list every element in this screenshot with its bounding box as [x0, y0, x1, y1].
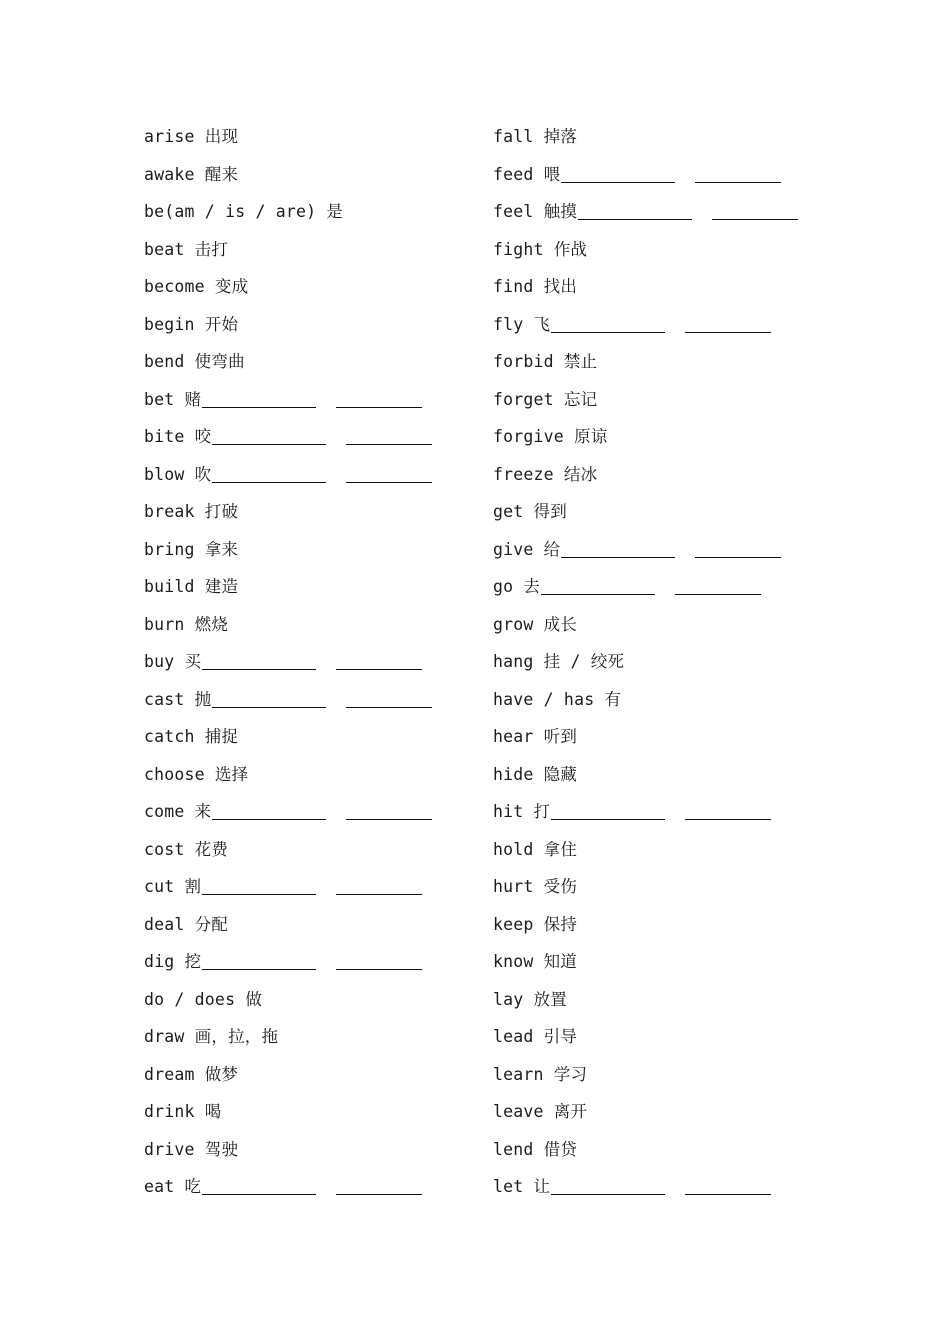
vocab-word: bend 使弯曲	[144, 352, 245, 371]
past-tense-blank[interactable]	[551, 1194, 665, 1195]
past-tense-blank[interactable]	[202, 894, 316, 895]
past-participle-blank[interactable]	[695, 557, 781, 558]
past-tense-blank[interactable]	[212, 482, 326, 483]
vocab-word: know 知道	[493, 952, 578, 971]
past-participle-blank[interactable]	[685, 332, 771, 333]
past-participle-blank[interactable]	[336, 669, 422, 670]
past-participle-blank[interactable]	[346, 482, 432, 483]
vocab-row	[144, 981, 464, 1019]
vocab-row	[144, 306, 464, 344]
vocab-row	[493, 493, 823, 531]
vocab-word: learn 学习	[493, 1064, 588, 1084]
vocab-word: draw 画，拉，拖	[144, 1027, 279, 1046]
vocab-row	[493, 718, 823, 756]
past-tense-blank[interactable]	[561, 182, 675, 183]
vocab-word: go 去	[493, 577, 541, 596]
past-tense-blank[interactable]	[212, 707, 326, 708]
past-participle-blank[interactable]	[685, 1194, 771, 1195]
past-participle-blank[interactable]	[336, 1194, 422, 1195]
vocab-word: cost 花费	[144, 839, 229, 859]
vocab-row	[144, 1131, 464, 1169]
vocab-word: eat 吃	[144, 1177, 202, 1196]
vocab-word: hide 隐藏	[493, 764, 578, 784]
vocab-row	[493, 118, 823, 156]
past-participle-blank[interactable]	[336, 969, 422, 970]
vocab-row	[144, 718, 464, 756]
vocab-row	[493, 681, 823, 719]
past-tense-blank[interactable]	[541, 594, 655, 595]
right-word-column	[493, 118, 823, 1206]
vocab-word: feel 触摸	[493, 202, 578, 221]
vocab-row	[493, 793, 823, 831]
vocab-row	[144, 1056, 464, 1094]
vocab-row	[493, 1131, 823, 1169]
vocab-word: hurt 受伤	[493, 877, 578, 896]
vocab-word: choose 选择	[144, 764, 249, 784]
vocab-word: cut 割	[144, 877, 202, 896]
vocab-word: bet 赌	[144, 389, 202, 409]
vocab-word: feed 喂	[493, 164, 561, 184]
vocab-row	[144, 793, 464, 831]
vocab-word: have / has 有	[493, 689, 622, 709]
past-participle-blank[interactable]	[346, 444, 432, 445]
vocab-row	[493, 531, 823, 569]
past-tense-blank[interactable]	[202, 969, 316, 970]
vocab-word: begin 开始	[144, 314, 239, 334]
vocab-word: freeze 结冰	[493, 464, 598, 484]
vocab-word: burn 燃烧	[144, 614, 229, 634]
vocab-row	[493, 981, 823, 1019]
vocab-row	[493, 906, 823, 944]
vocab-row	[144, 906, 464, 944]
vocab-row	[493, 231, 823, 269]
vocab-word: forgive 原谅	[493, 427, 608, 446]
past-tense-blank[interactable]	[561, 557, 675, 558]
past-tense-blank[interactable]	[202, 669, 316, 670]
vocab-word: awake 醒来	[144, 164, 239, 184]
vocab-word: bite 咬	[144, 427, 212, 446]
past-participle-blank[interactable]	[336, 894, 422, 895]
vocab-row	[493, 606, 823, 644]
vocab-word: arise 出现	[144, 127, 239, 146]
past-participle-blank[interactable]	[685, 819, 771, 820]
past-participle-blank[interactable]	[346, 819, 432, 820]
vocab-word: buy 买	[144, 652, 202, 671]
vocab-word: build 建造	[144, 577, 239, 596]
vocab-word: drive 驾驶	[144, 1139, 239, 1159]
vocab-word: hear 听到	[493, 727, 578, 746]
vocab-row	[493, 568, 823, 606]
past-tense-blank[interactable]	[212, 819, 326, 820]
vocab-row	[144, 118, 464, 156]
vocab-row	[493, 643, 823, 681]
vocab-row	[493, 1018, 823, 1056]
vocab-row	[144, 606, 464, 644]
vocab-row	[144, 418, 464, 456]
vocab-word: do / does 做	[144, 989, 263, 1009]
vocab-row	[493, 343, 823, 381]
vocab-word: give 给	[493, 539, 561, 559]
vocab-word: break 打破	[144, 502, 239, 521]
past-participle-blank[interactable]	[712, 219, 798, 220]
vocab-row	[144, 456, 464, 494]
vocab-row	[493, 418, 823, 456]
vocab-word: come 来	[144, 802, 212, 821]
vocab-word: grow 成长	[493, 614, 578, 634]
vocab-word: catch 捕捉	[144, 727, 239, 746]
vocab-row	[144, 643, 464, 681]
vocab-word: dig 挖	[144, 952, 202, 971]
vocab-row	[493, 1056, 823, 1094]
vocab-word: let 让	[493, 1177, 551, 1196]
vocab-row	[144, 343, 464, 381]
vocab-row	[493, 756, 823, 794]
vocab-word: forget 忘记	[493, 389, 598, 409]
vocab-word: cast 抛	[144, 689, 212, 709]
vocab-row	[144, 268, 464, 306]
past-tense-blank[interactable]	[578, 219, 692, 220]
vocab-word: forbid 禁止	[493, 352, 598, 371]
past-participle-blank[interactable]	[675, 594, 761, 595]
vocab-word: blow 吹	[144, 464, 212, 484]
vocab-row	[144, 1168, 464, 1206]
past-tense-blank[interactable]	[212, 444, 326, 445]
vocab-row	[493, 268, 823, 306]
vocab-row	[144, 231, 464, 269]
vocab-word: lead 引导	[493, 1027, 578, 1046]
vocab-word: find 找出	[493, 277, 578, 296]
vocab-row	[144, 156, 464, 194]
vocab-word: keep 保持	[493, 914, 578, 934]
vocab-row	[493, 831, 823, 869]
vocab-row	[144, 943, 464, 981]
past-tense-blank[interactable]	[551, 332, 665, 333]
vocab-row	[493, 1093, 823, 1131]
vocab-word: lay 放置	[493, 989, 567, 1009]
vocab-word: deal 分配	[144, 914, 229, 934]
vocab-word: become 变成	[144, 277, 249, 296]
past-tense-blank[interactable]	[202, 1194, 316, 1195]
vocab-word: hit 打	[493, 802, 551, 821]
vocab-word: bring 拿来	[144, 539, 239, 559]
vocab-row	[144, 381, 464, 419]
vocab-word: fly 飞	[493, 314, 551, 334]
vocab-row	[493, 1168, 823, 1206]
vocab-row	[493, 306, 823, 344]
vocab-word: drink 喝	[144, 1102, 222, 1121]
vocab-word: hold 拿住	[493, 839, 578, 859]
vocab-row	[493, 868, 823, 906]
past-tense-blank[interactable]	[551, 819, 665, 820]
vocab-row	[493, 381, 823, 419]
vocab-row	[144, 831, 464, 869]
vocab-word: get 得到	[493, 502, 567, 521]
vocab-row	[493, 943, 823, 981]
past-participle-blank[interactable]	[336, 407, 422, 408]
vocab-row	[144, 681, 464, 719]
vocab-word: beat 击打	[144, 239, 229, 259]
vocab-row	[493, 456, 823, 494]
vocab-word: fight 作战	[493, 239, 588, 259]
vocab-row	[144, 568, 464, 606]
vocab-word: hang 挂 / 绞死	[493, 652, 625, 671]
vocab-row	[144, 756, 464, 794]
vocab-word: be(am / is / are) 是	[144, 202, 344, 221]
vocab-row	[144, 868, 464, 906]
vocab-row	[144, 1093, 464, 1131]
vocab-word: lend 借贷	[493, 1139, 578, 1159]
past-participle-blank[interactable]	[695, 182, 781, 183]
left-word-column	[144, 118, 464, 1206]
vocab-row	[144, 193, 464, 231]
vocab-row	[493, 156, 823, 194]
vocab-word: fall 掉落	[493, 127, 578, 146]
past-tense-blank[interactable]	[202, 407, 316, 408]
past-participle-blank[interactable]	[346, 707, 432, 708]
vocab-row	[493, 193, 823, 231]
vocab-word: dream 做梦	[144, 1064, 239, 1084]
vocab-row	[144, 531, 464, 569]
vocab-word: leave 离开	[493, 1102, 588, 1121]
vocab-row	[144, 1018, 464, 1056]
vocab-row	[144, 493, 464, 531]
